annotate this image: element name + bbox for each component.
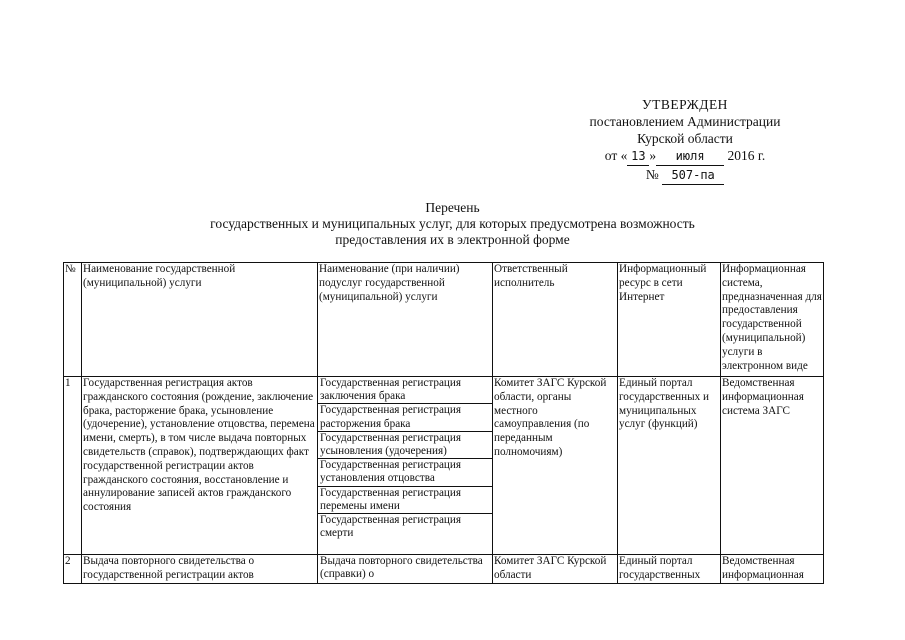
services-table: [63, 262, 824, 584]
row-service-name: Государственная регистрация актов гражданского состояния (рождение, заключение брака, расторжение брака, усыновление (удочерение), установление отцовства, перемена имени, смерть), в том числе выдача повторных свидетельств (справок), подтверждающих факт государственной регистрации актов гражданского состояния, восстановление и аннулирование записей актов гражданского состояния: [82, 377, 318, 555]
date-prefix: от «: [604, 148, 628, 163]
subservice-item: Государственная регистрация перемены имени: [318, 487, 492, 514]
header-service: Наименование государственной (муниципальной) услуги: [82, 263, 318, 377]
date-year: 2016 г.: [727, 148, 766, 163]
approval-number: [540, 166, 830, 185]
row-number: 1: [64, 377, 82, 555]
row-subservices: [318, 555, 493, 584]
row-system: Ведомственная информационная система ЗАГС: [721, 377, 824, 555]
date-month: июля: [656, 148, 724, 166]
row-executor: Комитет ЗАГС Курской области: [493, 555, 618, 584]
header-executor: Ответственный исполнитель: [493, 263, 618, 377]
header-system: Информационная система, предназначенная для предоставления государственной (муниципальной) услуги в электронном виде: [721, 263, 824, 377]
row-resource: Единый портал государственных: [618, 555, 721, 584]
row-executor: Комитет ЗАГС Курской области, органы местного самоуправления (по переданным полномочиям): [493, 377, 618, 555]
date-mid: »: [649, 148, 657, 163]
approval-line-region: Курской области: [637, 131, 733, 146]
table-row: [64, 555, 824, 584]
row-service-name: Выдача повторного свидетельства о государственной регистрации актов: [82, 555, 318, 584]
header-subservice: Наименование (при наличии) подуслуг государственной (муниципальной) услуги: [318, 263, 493, 377]
subservice-item: Государственная регистрация заключения брака: [318, 377, 492, 404]
number-value: 507-па: [662, 167, 724, 185]
approval-date: [540, 147, 830, 166]
row-system: Ведомственная информационная: [721, 555, 824, 584]
subservice-item: Государственная регистрация расторжения брака: [318, 404, 492, 431]
header-row: [64, 263, 824, 377]
header-resource: Информационный ресурс в сети Интернет: [618, 263, 721, 377]
subservice-item: Государственная регистрация усыновления (удочерения): [318, 432, 492, 459]
subservice-item: Государственная регистрация установления отцовства: [318, 459, 492, 486]
row-subservices: [318, 377, 493, 555]
heading-line-3: предоставления их в электронной форме: [335, 232, 570, 247]
approval-line-decree: постановлением Администрации: [589, 114, 781, 129]
row-resource: Единый портал государственных и муниципальных услуг (функций): [618, 377, 721, 555]
row-number: 2: [64, 555, 82, 584]
document-heading: [0, 200, 905, 248]
table-row: [64, 377, 824, 555]
heading-line-2: государственных и муниципальных услуг, для которых предусмотрена возможность: [210, 216, 695, 231]
number-label: №: [645, 167, 659, 182]
date-day: 13: [627, 148, 649, 166]
heading-title: Перечень: [425, 200, 480, 215]
approval-title: УТВЕРЖДЕН: [642, 97, 728, 112]
subservice-item: Выдача повторного свидетельства (справки) о: [320, 555, 483, 581]
header-num: №: [64, 263, 82, 377]
approval-block: [540, 96, 830, 185]
subservice-item: Государственная регистрация смерти: [320, 514, 462, 540]
